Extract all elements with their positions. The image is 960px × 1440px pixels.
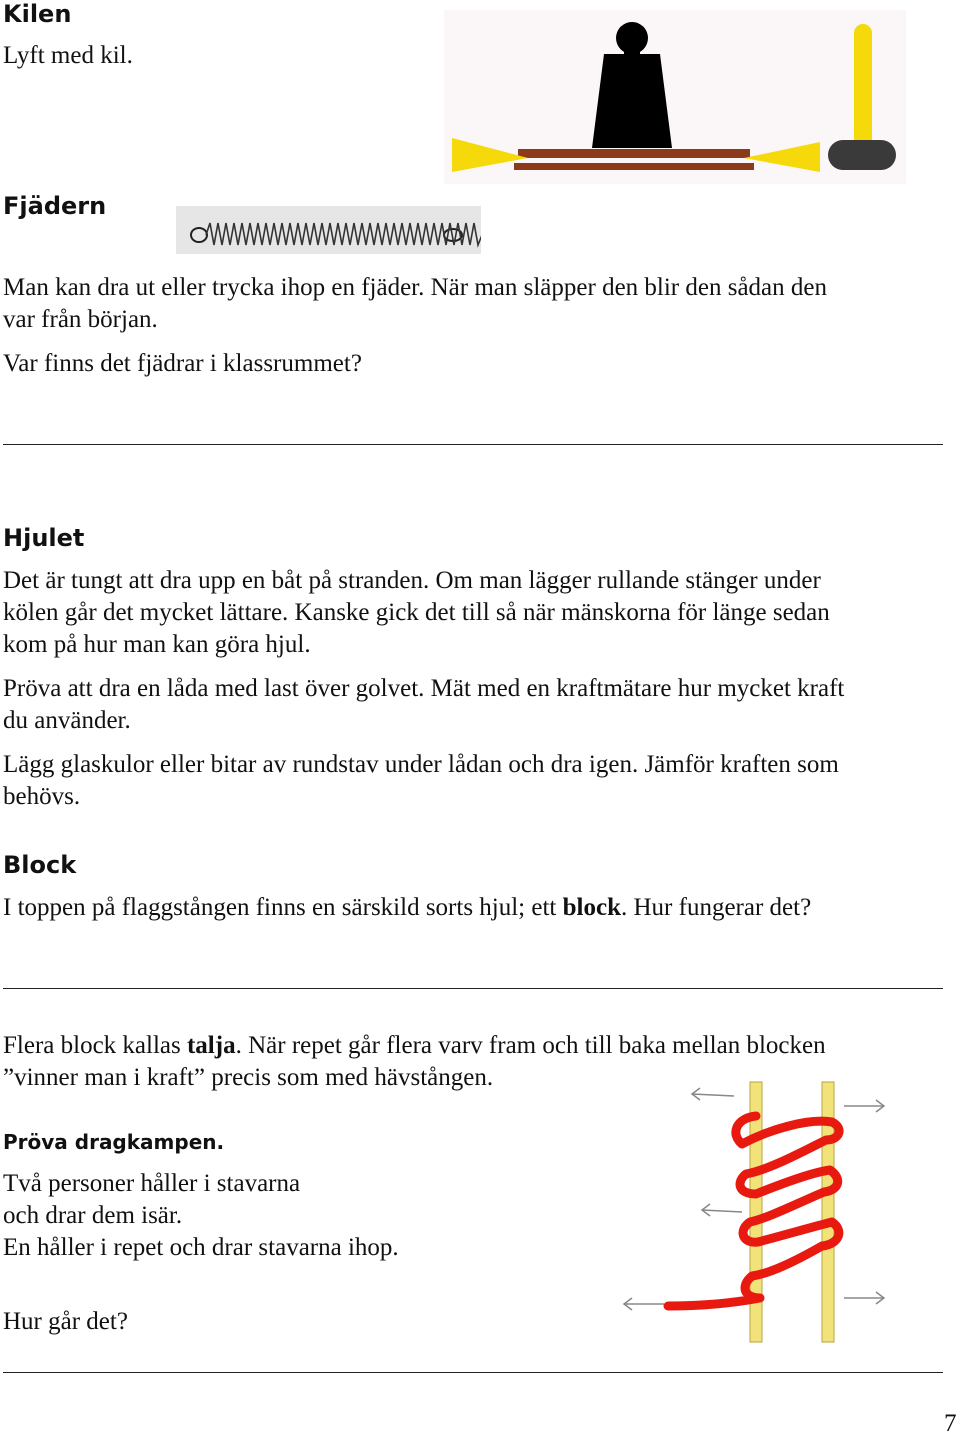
talja-term: talja (186, 1032, 236, 1059)
arrow-right-top (844, 1100, 884, 1112)
talja-pre: Flera block kallas (3, 1032, 187, 1059)
hjulet-p1-line2: kölen går det mycket lättare. Kanske gick det till så när mänskorna för länge sedan (3, 599, 830, 626)
heading-hjulet: Hjulet (3, 524, 85, 552)
page-number: 7 (944, 1410, 957, 1437)
hammer-handle (854, 24, 872, 148)
talja-line1 (3, 1030, 826, 1062)
wedge-illustration (444, 10, 906, 184)
hjulet-p3-line2: behövs. (3, 783, 81, 810)
hammer-head (828, 140, 896, 170)
fjadern-line1: Man kan dra ut eller trycka ihop en fjäder. När man släpper den blir den sådan den (3, 274, 827, 301)
fjadern-line2: var från början. (3, 306, 158, 333)
heading-fjadern: Fjädern (3, 192, 107, 220)
answer-line-3[interactable] (3, 1372, 943, 1373)
plank-bottom (514, 163, 754, 170)
block-question-pre: I toppen på flaggstången finns en särskild sorts hjul; ett (3, 894, 563, 921)
dragkamp-line1: Två personer håller i stavarna (3, 1170, 301, 1197)
fjadern-question: Var finns det fjädrar i klassrummet? (3, 350, 362, 377)
hjulet-p3-line1: Lägg glaskulor eller bitar av rundstav under lådan och dra igen. Jämför kraften som (3, 751, 839, 778)
kilen-text: Lyft med kil. (3, 42, 133, 69)
answer-line-2[interactable] (3, 988, 943, 989)
talja-line2: ”vinner man i kraft” precis som med hävstången. (3, 1064, 494, 1091)
arrow-left-top (692, 1088, 734, 1100)
spring-image (176, 206, 481, 254)
heading-kilen: Kilen (3, 0, 72, 28)
answer-line-1[interactable] (3, 444, 943, 445)
hjulet-p1-line3: kom på hur man kan göra hjul. (3, 631, 311, 658)
dragkamp-question: Hur går det? (3, 1308, 128, 1335)
talja-post: . När repet går flera varv fram och till baka mellan blocken (235, 1032, 826, 1059)
hjulet-p1-line1: Det är tungt att dra upp en båt på stranden. Om man lägger rullande stänger under (3, 567, 821, 594)
block-term: block (562, 894, 621, 921)
heading-block: Block (3, 851, 77, 879)
block-question-post: . Hur fungerar det? (620, 894, 812, 921)
weight-body (592, 54, 672, 148)
rope-poles-illustration (618, 1078, 890, 1344)
dragkamp-line3: En håller i repet och drar stavarna ihop. (3, 1234, 399, 1261)
block-question (3, 892, 811, 924)
arrow-right-bottom (844, 1292, 884, 1304)
arrow-left-bottom (624, 1298, 664, 1310)
dragkamp-line2: och drar dem isär. (3, 1202, 183, 1229)
plank-top (518, 149, 750, 158)
arrow-left-middle (702, 1204, 742, 1216)
heading-dragkamp: Pröva dragkampen. (3, 1130, 225, 1154)
hjulet-p2-line1: Pröva att dra en låda med last över golvet. Mät med en kraftmätare hur mycket kraft (3, 675, 845, 702)
hjulet-p2-line2: du använder. (3, 707, 131, 734)
